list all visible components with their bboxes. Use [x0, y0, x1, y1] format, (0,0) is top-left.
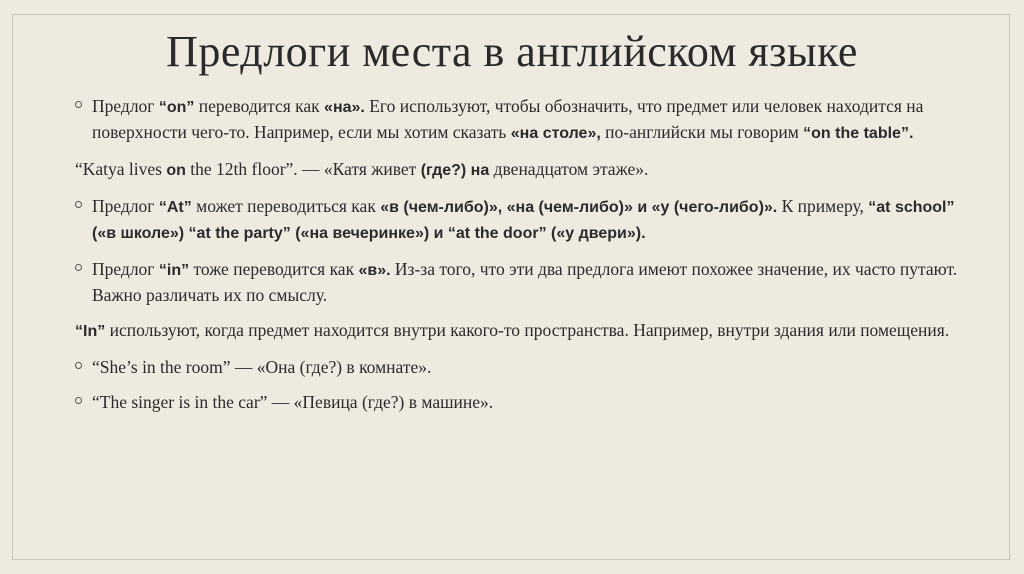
text-run-bold: “in” — [158, 262, 190, 279]
text-run-bold: «на». — [324, 99, 365, 116]
text-run: может переводиться как — [191, 196, 381, 216]
bullet-icon — [75, 362, 82, 369]
text-run-bold: “In” — [75, 323, 106, 340]
paragraph-at — [75, 194, 975, 246]
text-run: тоже переводится как — [189, 259, 359, 279]
text-run-bold: on — [166, 162, 186, 179]
paragraph-example-room — [75, 355, 975, 379]
bullet-icon — [75, 264, 82, 271]
text-run: двенадцатом этаже». — [489, 159, 649, 179]
slide-title: Предлоги места в английском языке — [166, 27, 858, 76]
slide-body — [75, 94, 975, 425]
text-run-bold: «на столе», — [510, 125, 601, 142]
text-run: Из-за того, что эти два предлога имеют похожее значение, их часто путают. Важно различать их по смыслу. — [92, 259, 958, 305]
paragraph-in-usage — [75, 318, 975, 344]
paragraph-in — [75, 257, 975, 307]
text-run: “She’s in the room” — «Она (где?) в комнате». — [92, 357, 432, 377]
paragraph-example-car — [75, 390, 975, 414]
text-run: Предлог — [92, 259, 159, 279]
bullet-icon — [75, 101, 82, 108]
text-run: по-английски мы говорим — [600, 122, 804, 142]
text-run-bold: «в». — [358, 262, 391, 279]
paragraph-example-on — [75, 157, 975, 183]
text-run: “Katya lives — [75, 159, 167, 179]
bullet-icon — [75, 397, 82, 404]
paragraph-on — [75, 94, 975, 146]
text-run: Предлог — [92, 196, 159, 216]
text-run: Предлог — [92, 96, 159, 116]
text-run-bold: “on” — [158, 99, 195, 116]
text-run-bold: “on the table”. — [803, 125, 914, 142]
text-run: Его используют, чтобы обозначить, что предмет или человек находится на поверхности чего-то. Например, если мы хотим сказать — [92, 96, 924, 142]
text-run-bold: “At” — [158, 199, 192, 216]
text-run-bold: “at school” («в школе») “at the party” («на вечеринке») и “at the door” («у двери»). — [92, 199, 955, 242]
bullet-icon — [75, 201, 82, 208]
text-run: переводится как — [194, 96, 325, 116]
text-run: используют, когда предмет находится внутри какого-то пространства. Например, внутри здания или помещения. — [105, 320, 950, 340]
text-run: the 12th floor”. — «Катя живет — [185, 159, 421, 179]
text-run: К примеру, — [777, 196, 869, 216]
text-run-bold: «в (чем-либо)», «на (чем-либо)» и «у (чего-либо)». — [380, 199, 778, 216]
text-run-bold: (где?) на — [420, 162, 490, 179]
text-run: “The singer is in the car” — «Певица (где?) в машине». — [92, 392, 494, 412]
